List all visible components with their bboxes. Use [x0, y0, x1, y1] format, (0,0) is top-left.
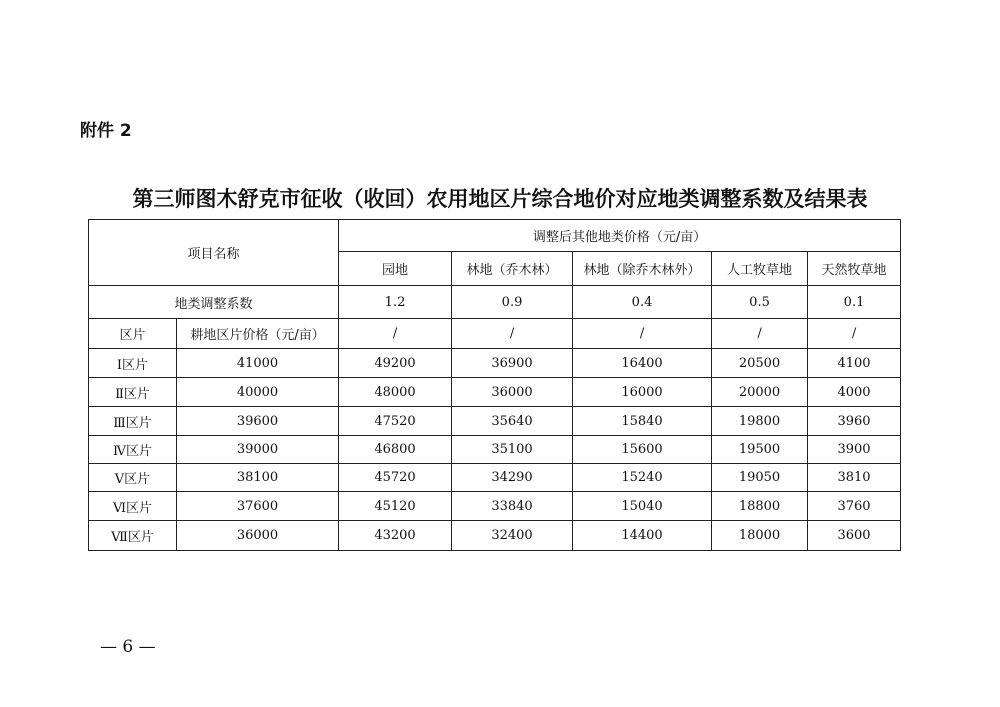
value-cell: 20000	[712, 378, 808, 407]
value-cell: 35100	[452, 436, 573, 464]
value-cell: 3600	[808, 521, 901, 551]
price-cell: 39000	[177, 436, 339, 464]
value-cell: 3960	[808, 407, 901, 436]
value-cell: 16400	[573, 349, 712, 378]
slash-cell: /	[339, 319, 452, 349]
price-cell: 36000	[177, 521, 339, 551]
value-cell: 15840	[573, 407, 712, 436]
value-cell: 49200	[339, 349, 452, 378]
table-row	[89, 521, 901, 551]
value-cell: 46800	[339, 436, 452, 464]
land-type-header: 园地	[339, 252, 452, 286]
value-cell: 3900	[808, 436, 901, 464]
price-cell: 40000	[177, 378, 339, 407]
value-cell: 19800	[712, 407, 808, 436]
value-cell: 34290	[452, 464, 573, 492]
coefficient-label: 地类调整系数	[89, 286, 339, 319]
value-cell: 3810	[808, 464, 901, 492]
value-cell: 32400	[452, 521, 573, 551]
zone-cell: Ⅳ区片	[89, 436, 177, 464]
price-cell: 39600	[177, 407, 339, 436]
coefficient-cell: 1.2	[339, 286, 452, 319]
table-row	[89, 349, 901, 378]
value-cell: 18000	[712, 521, 808, 551]
table-row	[89, 492, 901, 521]
value-cell: 18800	[712, 492, 808, 521]
page-number: — 6 —	[100, 637, 156, 657]
value-cell: 45120	[339, 492, 452, 521]
table-row	[89, 407, 901, 436]
value-cell: 3760	[808, 492, 901, 521]
land-type-header: 林地（乔木林）	[452, 252, 573, 286]
slash-cell: /	[808, 319, 901, 349]
value-cell: 43200	[339, 521, 452, 551]
zone-cell: Ⅴ区片	[89, 464, 177, 492]
attachment-label: 附件 2	[80, 121, 132, 141]
land-type-header: 天然牧草地	[808, 252, 901, 286]
zone-cell: Ⅵ区片	[89, 492, 177, 521]
value-cell: 4100	[808, 349, 901, 378]
value-cell: 33840	[452, 492, 573, 521]
value-cell: 16000	[573, 378, 712, 407]
coefficient-cell: 0.5	[712, 286, 808, 319]
table-row	[89, 378, 901, 407]
value-cell: 19050	[712, 464, 808, 492]
slash-cell: /	[452, 319, 573, 349]
value-cell: 47520	[339, 407, 452, 436]
document-title: 第三师图木舒克市征收（收回）农用地区片综合地价对应地类调整系数及结果表	[132, 186, 868, 211]
value-cell: 15240	[573, 464, 712, 492]
land-price-table	[88, 219, 901, 551]
zone-cell: Ⅰ区片	[89, 349, 177, 378]
price-column-header: 耕地区片价格（元/亩）	[177, 319, 339, 349]
price-cell: 38100	[177, 464, 339, 492]
value-cell: 19500	[712, 436, 808, 464]
value-cell: 35640	[452, 407, 573, 436]
value-cell: 14400	[573, 521, 712, 551]
value-cell: 15040	[573, 492, 712, 521]
slash-cell: /	[573, 319, 712, 349]
land-type-header: 人工牧草地	[712, 252, 808, 286]
price-cell: 37600	[177, 492, 339, 521]
zone-column-header: 区片	[89, 319, 177, 349]
item-name-header: 项目名称	[89, 220, 339, 286]
value-cell: 36900	[452, 349, 573, 378]
zone-cell: Ⅶ区片	[89, 521, 177, 551]
zone-cell: Ⅲ区片	[89, 407, 177, 436]
land-type-header: 林地（除乔木林外）	[573, 252, 712, 286]
coefficient-cell: 0.1	[808, 286, 901, 319]
coefficient-cell: 0.4	[573, 286, 712, 319]
table-row	[89, 464, 901, 492]
value-cell: 45720	[339, 464, 452, 492]
zone-cell: Ⅱ区片	[89, 378, 177, 407]
price-cell: 41000	[177, 349, 339, 378]
table-row	[89, 436, 901, 464]
coefficient-cell: 0.9	[452, 286, 573, 319]
value-cell: 36000	[452, 378, 573, 407]
value-cell: 20500	[712, 349, 808, 378]
value-cell: 48000	[339, 378, 452, 407]
value-cell: 15600	[573, 436, 712, 464]
slash-cell: /	[712, 319, 808, 349]
adjusted-price-header: 调整后其他地类价格（元/亩）	[339, 220, 901, 252]
value-cell: 4000	[808, 378, 901, 407]
